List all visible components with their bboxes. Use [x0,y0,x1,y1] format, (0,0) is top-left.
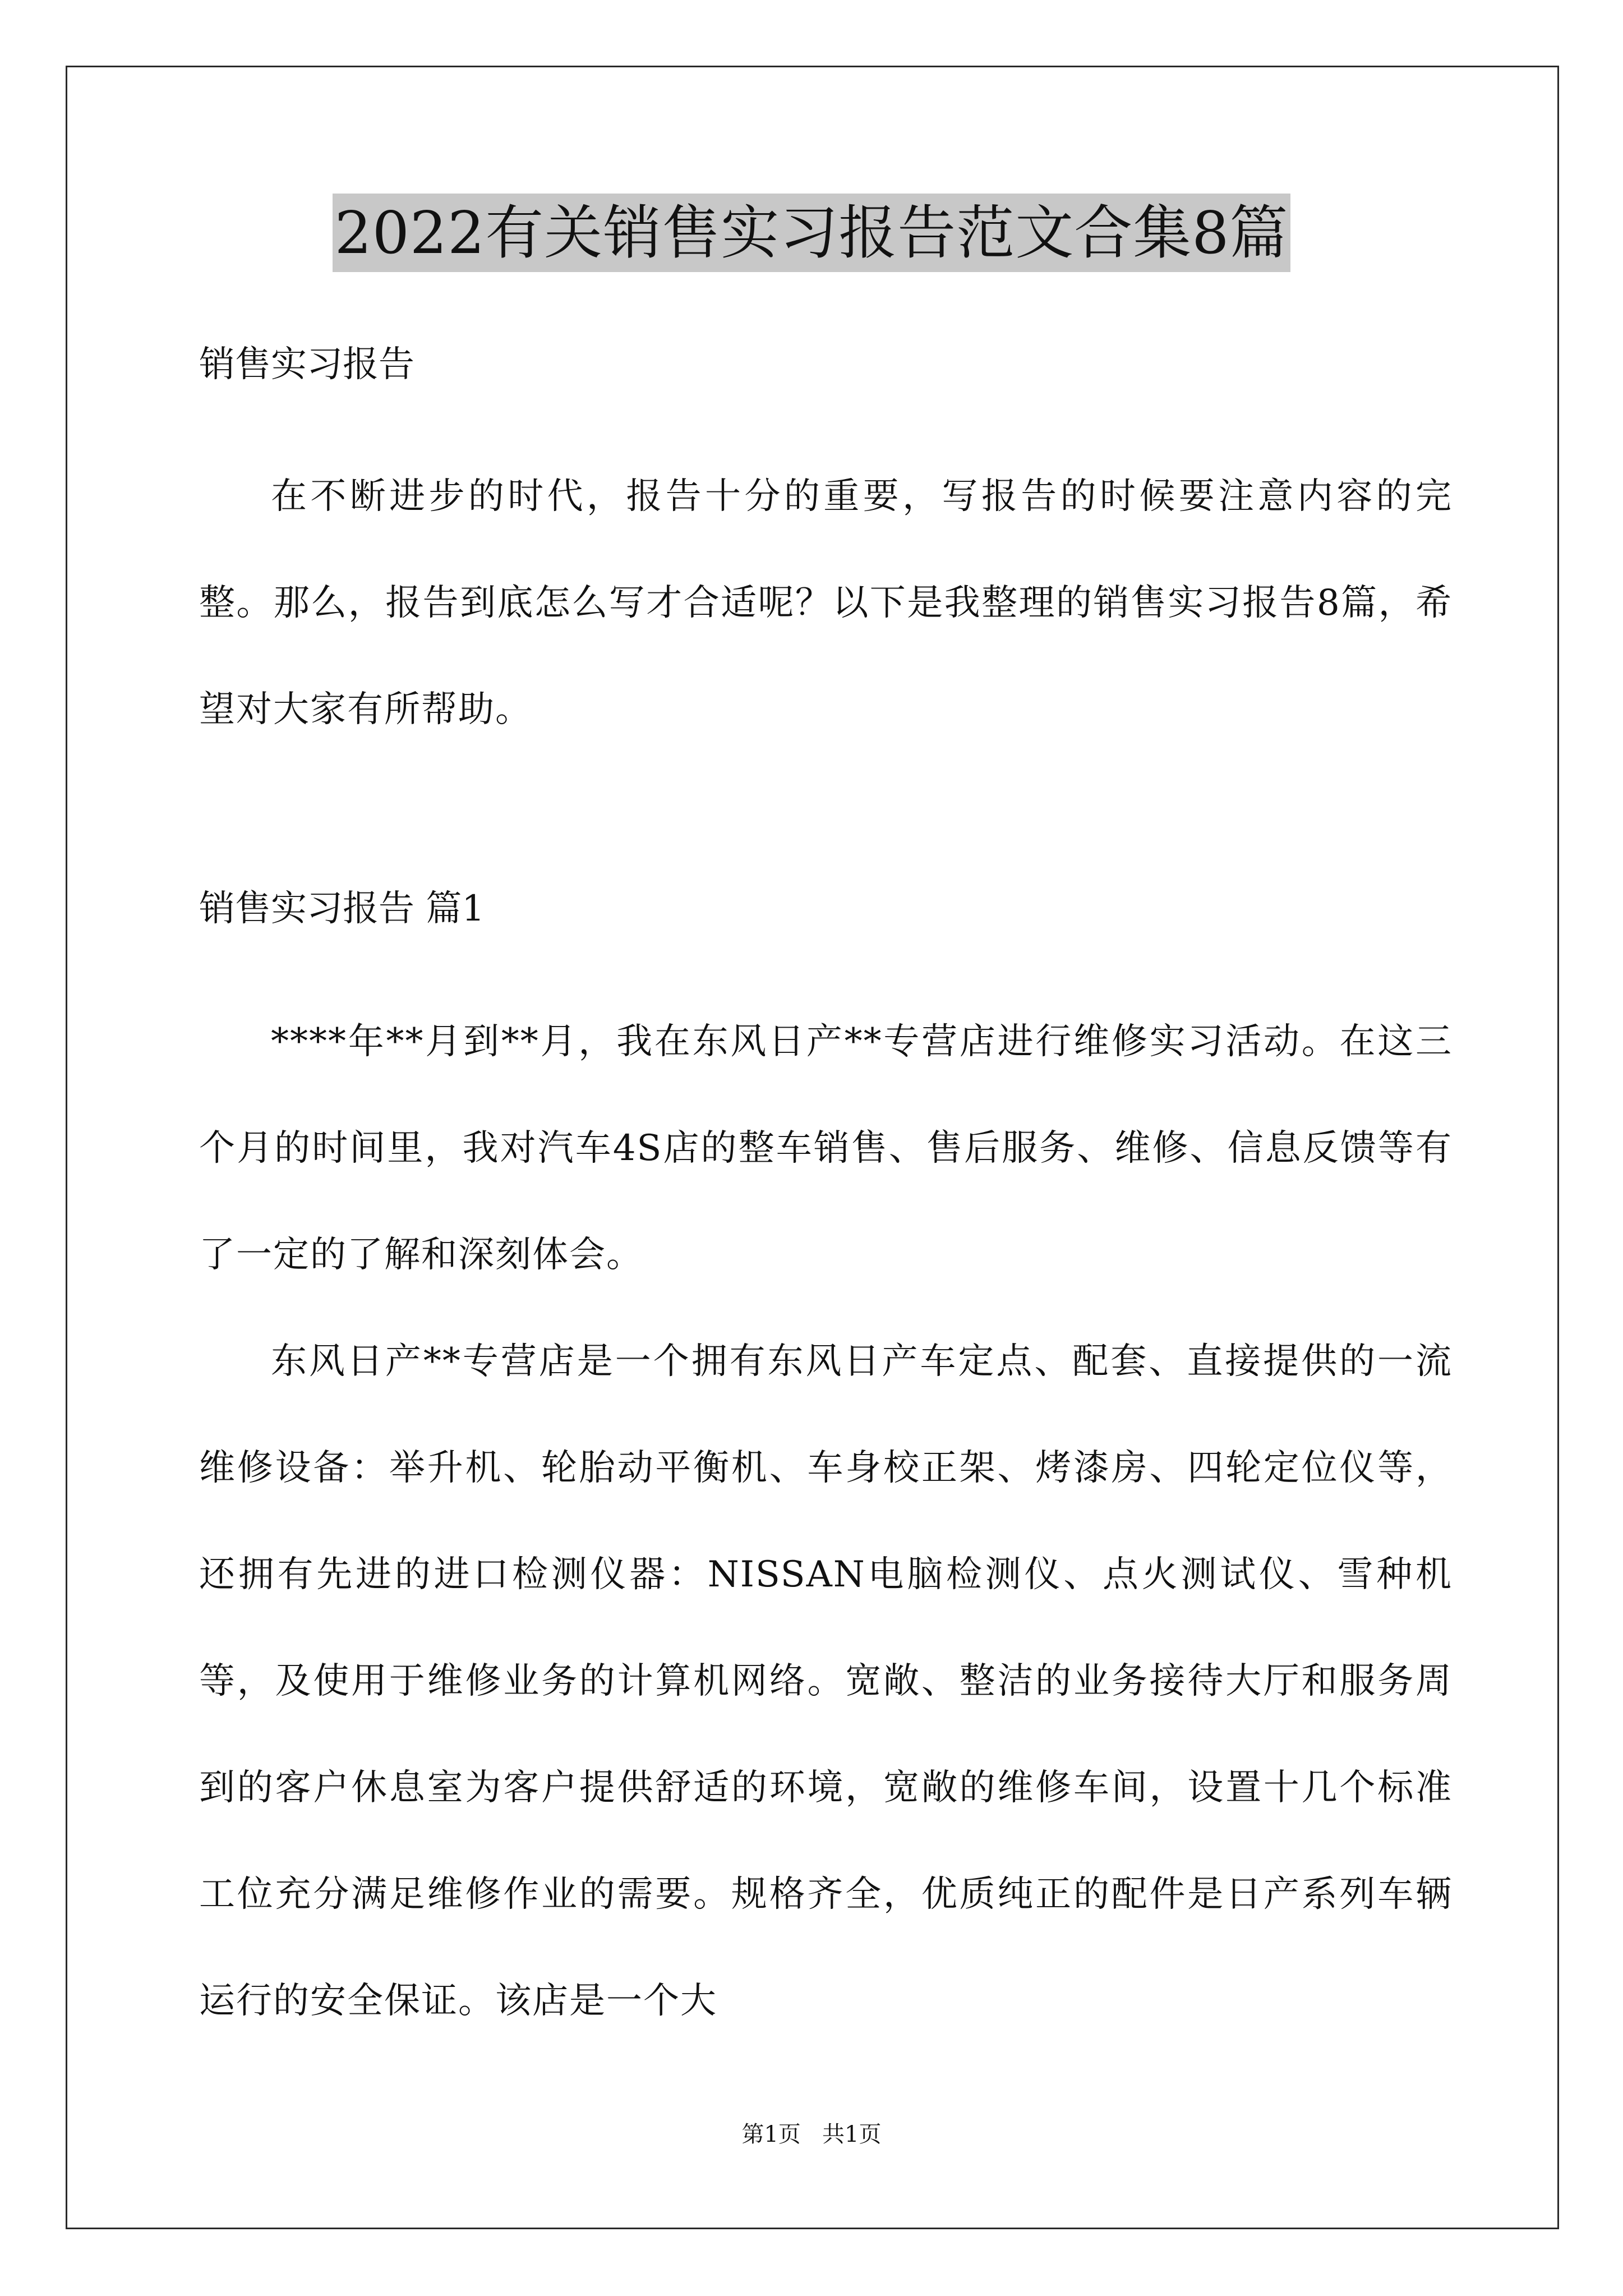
document-title: 2022有关销售实习报告范文合集8篇 [333,194,1291,272]
document-body [199,337,1453,2054]
body-paragraph: ****年**月到**月，我在东风日产**专营店进行维修实习活动。在这三个月的时间里，我对汽车4S店的整车销售、售后服务、维修、信息反馈等有了一定的了解和深刻体会。 [199,1021,1453,1276]
section-heading: 销售实习报告 篇1 [199,888,485,930]
body-paragraph: 东风日产**专营店是一个拥有东风日产车定点、配套、直接提供的一流维修设备：举升机、轮胎动平衡机、车身校正架、烤漆房、四轮定位仪等，还拥有先进的进口检测仪器：NISSAN电脑检测仪、点火测试仪、雪种机等，及使用于维修业务的计算机网络。宽敞、整洁的业务接待大厅和服务周到的客户休息室为客户提供舒适的环境，宽敞的维修车间，设置十几个标准工位充分满足维修作业的需要。规格齐全，优质纯正的配件是日产系列车辆运行的安全保证。该店是一个大 [199,1341,1453,2022]
title-container [0,194,1623,272]
page-footer: 第1页 共1页 [741,2122,882,2147]
intro-paragraph: 在不断进步的时代，报告十分的重要，写报告的时候要注意内容的完整。那么，报告到底怎么写才合适呢？以下是我整理的销售实习报告8篇，希望对大家有所帮助。 [199,476,1453,730]
intro-heading: 销售实习报告 [199,344,414,385]
